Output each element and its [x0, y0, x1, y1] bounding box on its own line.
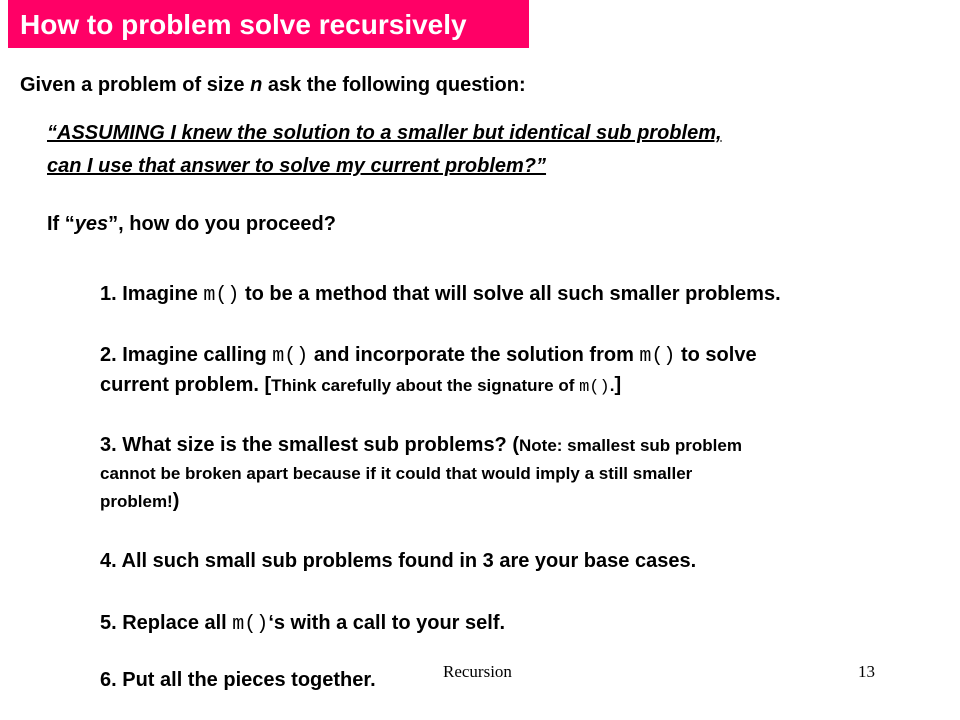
- intro-line: Given a problem of size n ask the following question:: [20, 74, 526, 96]
- code-m: m(): [272, 345, 309, 368]
- step-3-line-1: 3. What size is the smallest sub problems? (Note: smallest sub problem: [100, 434, 742, 456]
- proceed-line: If “yes”, how do you proceed?: [47, 213, 336, 235]
- question-line-2: can I use that answer to solve my current problem?”: [47, 155, 547, 177]
- code-m: m(): [232, 613, 269, 636]
- code-m: m(): [579, 378, 610, 397]
- title-bar: [8, 0, 529, 48]
- page-number: 13: [858, 662, 875, 681]
- step-2-line-1: 2. Imagine calling m() and incorporate the solution from m() to solve: [100, 344, 757, 368]
- step-4: 4. All such small sub problems found in 3 are your base cases.: [100, 550, 697, 572]
- code-m: m(): [639, 345, 676, 368]
- step-5: 5. Replace all m()‘s with a call to your self.: [100, 612, 506, 636]
- footer-label: Recursion: [443, 662, 512, 681]
- step-2-line-2: current problem. [Think carefully about the signature of m().]: [100, 374, 622, 397]
- slide-title: How to problem solve recursively: [20, 9, 467, 40]
- question-line-1: “ASSUMING I knew the solution to a smaller but identical sub problem,: [47, 122, 722, 144]
- step-1: 1. Imagine m() to be a method that will solve all such smaller problems.: [100, 283, 781, 307]
- code-m: m(): [203, 284, 240, 307]
- step-3-line-2: cannot be broken apart because if it could that would imply a still smaller: [100, 464, 693, 483]
- step-3-line-3: problem!): [100, 490, 180, 512]
- step-6: 6. Put all the pieces together.: [100, 669, 376, 691]
- intro-variable: n: [250, 74, 263, 96]
